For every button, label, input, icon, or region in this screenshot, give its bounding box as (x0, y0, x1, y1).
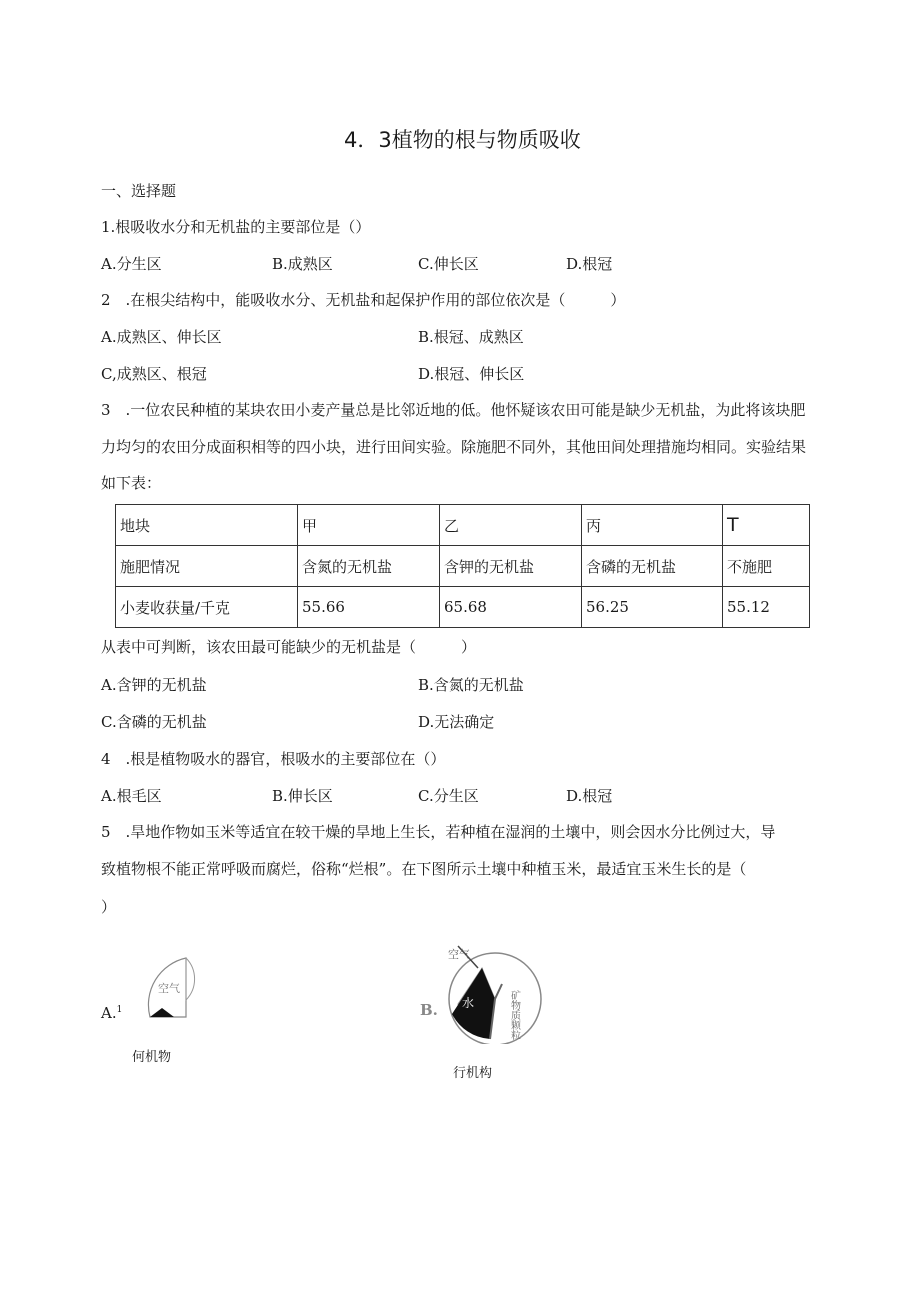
table-cell: 丙 (582, 505, 723, 546)
fertilizer-results-table (115, 504, 810, 628)
question-3-stem-line-2: 力均匀的农田分成面积相等的四小块，进行田间实验。除施肥不同外，其他田间处理措施均相同。实验结果 (101, 438, 807, 456)
q1-option-b: B.成熟区 (272, 255, 333, 273)
table-cell: 乙 (440, 505, 582, 546)
table-cell: 不施肥 (723, 546, 810, 587)
figure-b-water-label: 水 (462, 996, 475, 1010)
figure-b-air-label: 空气 (448, 948, 470, 961)
table-row (116, 546, 810, 587)
table-cell: 含磷的无机盐 (582, 546, 723, 587)
q1-option-d: D.根冠 (566, 255, 613, 273)
table-cell: 小麦收获量/千克 (116, 587, 298, 628)
table-cell: 地块 (116, 505, 298, 546)
q1-option-a: A.分生区 (101, 255, 162, 273)
table-cell: 65.68 (440, 587, 582, 628)
q2-option-a: A.成熟区、伸长区 (101, 328, 222, 346)
question-3-stem-line-1: 3 .一位农民种植的某块农田小麦产量总是比邻近地的低。他怀疑该农田可能是缺少无机盐，为此将该块肥 (101, 401, 806, 419)
question-4-stem: 4 .根是植物吸水的器官，根吸水的主要部位在（） (101, 750, 446, 768)
table-cell: 施肥情况 (116, 546, 298, 587)
q4-option-d: D.根冠 (566, 787, 613, 805)
q4-option-b: B.伸长区 (272, 787, 333, 805)
q1-option-c: C.伸长区 (418, 255, 479, 273)
figure-a-sup: 1 (116, 1005, 123, 1015)
figure-a-label (101, 1000, 122, 1023)
q3-option-d: D.无法确定 (418, 713, 495, 731)
figure-a-caption: 何机物 (132, 1050, 172, 1065)
q2-option-b: B.根冠、成熟区 (418, 328, 524, 346)
table-cell: 55.12 (723, 587, 810, 628)
q4-option-a: A.根毛区 (101, 787, 162, 805)
figure-b-pie (440, 944, 550, 1044)
table-cell: T (723, 505, 810, 546)
q2-option-c: C,成熟区、根冠 (101, 365, 207, 383)
table-cell: 56.25 (582, 587, 723, 628)
table-cell: 甲 (298, 505, 440, 546)
table-row (116, 587, 810, 628)
figure-b-mineral-label: 矿物质颗粒 (508, 990, 520, 1040)
figure-b-caption: 行机构 (453, 1066, 493, 1081)
table-cell: 含钾的无机盐 (440, 546, 582, 587)
figure-b-label: B. (420, 1001, 438, 1019)
question-3-follow-up: 从表中可判断，该农田最可能缺少的无机盐是（ ） (101, 638, 477, 656)
q4-option-c: C.分生区 (418, 787, 479, 805)
table-row (116, 505, 810, 546)
q3-option-b: B.含氮的无机盐 (418, 676, 524, 694)
q3-option-c: C.含磷的无机盐 (101, 713, 207, 731)
question-5-stem-line-3: ） (101, 898, 117, 916)
question-1-stem: 1.根吸收水分和无机盐的主要部位是（） (101, 218, 371, 236)
q2-option-d: D.根冠、伸长区 (418, 365, 525, 383)
question-5-stem-line-2: 致植物根不能正常呼吸而腐烂，俗称“烂根”。在下图所示土壤中种植玉米，最适宜玉米生长的是（ (101, 860, 747, 878)
question-5-stem-line-1: 5 .旱地作物如玉米等适宜在较干燥的旱地上生长，若种植在湿润的土壤中，则会因水分比例过大，导 (101, 823, 776, 841)
table-cell: 55.66 (298, 587, 440, 628)
page-title: 4．3植物的根与物质吸收 (344, 128, 581, 152)
section-heading: 一、选择题 (101, 182, 177, 200)
figure-a-air-label: 空气 (158, 982, 180, 995)
question-3-stem-line-3: 如下表： (101, 474, 162, 492)
figure-a-pie (130, 950, 210, 1020)
question-2-stem: 2 .在根尖结构中，能吸收水分、无机盐和起保护作用的部位依次是（ ） (101, 291, 626, 309)
figure-a-letter: A. (101, 1004, 117, 1022)
table-cell: 含氮的无机盐 (298, 546, 440, 587)
q3-option-a: A.含钾的无机盐 (101, 676, 207, 694)
